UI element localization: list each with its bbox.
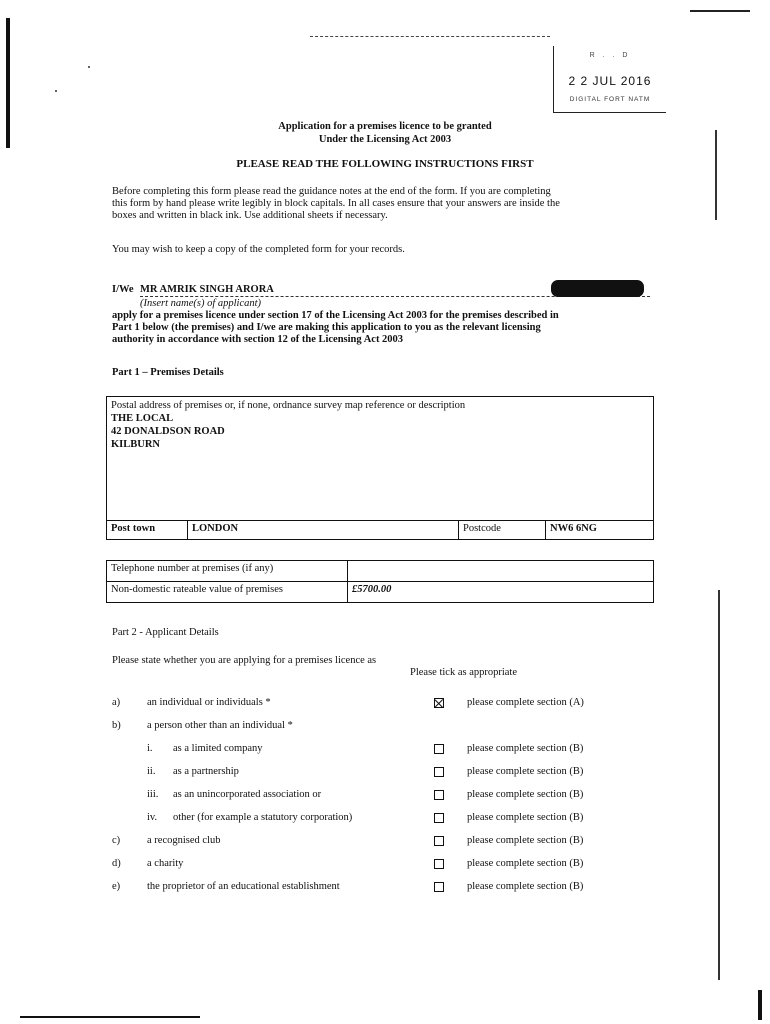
stamp-date: 2 2 JUL 2016 <box>568 74 652 88</box>
option-letter: b) <box>112 720 121 731</box>
option-letter: d) <box>112 858 121 869</box>
option-action: please complete section (B) <box>467 812 584 823</box>
statement-line: Part 1 below (the premises) and I/we are making this application to you as the relevant licensing <box>112 322 541 333</box>
option-letter: e) <box>112 881 121 892</box>
intro-paragraph <box>112 186 652 222</box>
option-action: please complete section (B) <box>467 789 584 800</box>
option-label: a recognised club <box>147 835 221 846</box>
premises-extra-table <box>106 560 654 603</box>
telephone-value[interactable] <box>348 561 654 582</box>
copy-note: You may wish to keep a copy of the completed form for your records. <box>112 244 405 255</box>
telephone-label: Telephone number at premises (if any) <box>107 561 348 582</box>
applicant-type-checkbox[interactable] <box>434 813 444 823</box>
applicant-type-checkbox[interactable] <box>434 859 444 869</box>
part2-heading: Part 2 - Applicant Details <box>112 627 219 638</box>
applicant-type-checkbox[interactable] <box>434 767 444 777</box>
received-stamp <box>553 46 666 113</box>
intro-line: boxes and written in black ink. Use additional sheets if necessary. <box>112 210 388 221</box>
option-letter: c) <box>112 835 121 846</box>
premises-address-line: KILBURN <box>111 439 161 450</box>
instructions-heading: PLEASE READ THE FOLLOWING INSTRUCTIONS FIRST <box>236 158 534 170</box>
scan-speck <box>88 66 90 68</box>
scan-edge-mark <box>758 990 762 1020</box>
form-title-line1: Application for a premises licence to be granted <box>278 121 492 132</box>
scan-edge-mark <box>20 1016 200 1018</box>
post-town-label: Post town <box>107 521 188 540</box>
applicant-type-row <box>0 789 770 803</box>
option-action: please complete section (B) <box>467 743 584 754</box>
option-action: please complete section (B) <box>467 835 584 846</box>
option-roman-numeral: iv. <box>147 812 158 823</box>
option-action: please complete section (B) <box>467 858 584 869</box>
postcode-value[interactable]: NW6 6NG <box>546 521 654 540</box>
applicant-type-row <box>0 743 770 757</box>
applicant-type-checkbox[interactable] <box>434 698 444 708</box>
redaction-block <box>551 280 644 297</box>
premises-address-cell[interactable] <box>107 397 654 521</box>
premises-address-line: 42 DONALDSON ROAD <box>111 426 225 437</box>
option-roman-numeral: ii. <box>147 766 156 777</box>
scan-edge-mark <box>690 10 750 12</box>
applicant-type-row <box>0 720 770 734</box>
statement-line: apply for a premises licence under section 17 of the Licensing Act 2003 for the premises described in <box>112 310 559 321</box>
scan-speck <box>55 90 57 92</box>
premises-address-line: THE LOCAL <box>111 413 174 424</box>
applicant-prefix: I/We <box>112 284 134 295</box>
applicant-type-row <box>0 881 770 895</box>
applicant-type-checkbox[interactable] <box>434 836 444 846</box>
stamp-top-text: R . . D <box>589 52 631 59</box>
statement-line: authority in accordance with section 12 of the Licensing Act 2003 <box>112 334 404 345</box>
option-action: please complete section (B) <box>467 881 584 892</box>
intro-line: this form by hand please write legibly in block capitals. In all cases ensure that your answers are inside the <box>112 198 560 209</box>
option-label: the proprietor of an educational establishment <box>147 881 340 892</box>
post-town-value[interactable]: LONDON <box>188 521 459 540</box>
applicant-type-checkbox[interactable] <box>434 744 444 754</box>
part1-heading: Part 1 – Premises Details <box>112 367 224 378</box>
stamp-bottom-text: DIGITAL FORT NATM <box>569 96 651 103</box>
form-title-line2: Under the Licensing Act 2003 <box>318 134 452 145</box>
applicant-type-row <box>0 812 770 826</box>
rateable-value-label: Non-domestic rateable value of premises <box>107 582 348 603</box>
option-label: a charity <box>147 858 184 869</box>
option-label: as a limited company <box>173 743 263 754</box>
scan-edge-mark <box>718 590 720 980</box>
form-title <box>200 120 570 146</box>
applicant-name: MR AMRIK SINGH ARORA <box>140 284 274 295</box>
scan-edge-mark <box>6 18 10 148</box>
option-letter: a) <box>112 697 121 708</box>
tick-hint: Please tick as appropriate <box>410 667 517 678</box>
option-label: as an unincorporated association or <box>173 789 322 800</box>
intro-line: Before completing this form please read the guidance notes at the end of the form. If you are completing <box>112 186 551 197</box>
scan-edge-mark <box>715 130 717 220</box>
option-label: an individual or individuals * <box>147 697 271 708</box>
option-action: please complete section (A) <box>467 697 584 708</box>
postcode-label: Postcode <box>459 521 546 540</box>
option-label: other (for example a statutory corporation) <box>173 812 353 823</box>
application-statement <box>112 310 652 346</box>
applicant-type-row <box>0 835 770 849</box>
option-roman-numeral: iii. <box>147 789 159 800</box>
scan-edge-mark <box>310 36 550 37</box>
premises-address-label: Postal address of premises or, if none, ordnance survey map reference or description <box>111 400 466 411</box>
option-label: a person other than an individual * <box>147 720 293 731</box>
applicant-type-checkbox[interactable] <box>434 882 444 892</box>
option-label: as a partnership <box>173 766 239 777</box>
part2-question: Please state whether you are applying for a premises licence as <box>112 655 377 666</box>
applicant-name-hint: (Insert name(s) of applicant) <box>140 298 262 309</box>
rateable-value[interactable]: £5700.00 <box>348 582 654 603</box>
applicant-type-checkbox[interactable] <box>434 790 444 800</box>
applicant-type-row <box>0 858 770 872</box>
option-action: please complete section (B) <box>467 766 584 777</box>
premises-address-table <box>106 396 654 540</box>
option-roman-numeral: i. <box>147 743 153 754</box>
applicant-type-row <box>0 697 770 711</box>
applicant-type-row <box>0 766 770 780</box>
